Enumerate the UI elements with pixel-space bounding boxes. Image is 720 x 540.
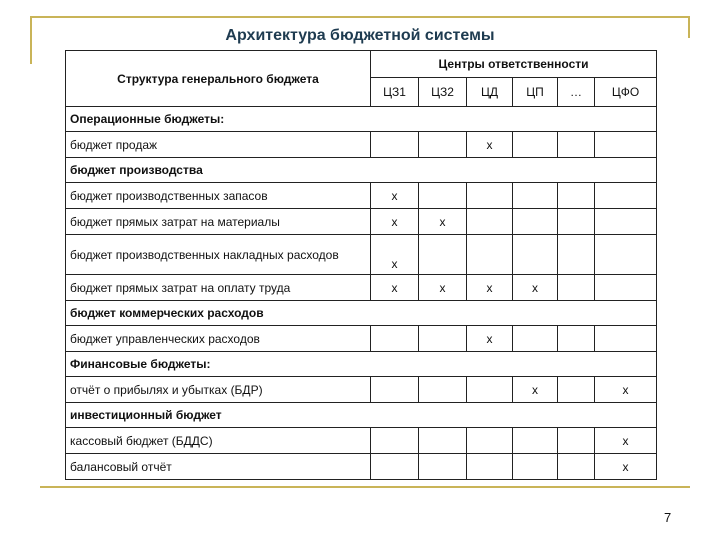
responsibility-mark xyxy=(467,454,513,480)
responsibility-mark xyxy=(595,132,657,158)
responsibility-mark xyxy=(419,377,467,403)
responsibility-centers-header: Центры ответственности xyxy=(371,51,657,78)
responsibility-mark: x xyxy=(595,377,657,403)
table-row xyxy=(66,428,657,454)
responsibility-mark xyxy=(513,326,558,352)
responsibility-mark: x xyxy=(371,209,419,235)
responsibility-mark xyxy=(558,275,595,301)
budget-label: бюджет производственных накладных расходов xyxy=(66,235,371,275)
table-row xyxy=(66,454,657,480)
responsibility-mark xyxy=(558,428,595,454)
responsibility-mark xyxy=(513,183,558,209)
slide-title: Архитектура бюджетной системы xyxy=(225,27,495,44)
budget-label: бюджет прямых затрат на материалы xyxy=(66,209,371,235)
responsibility-mark xyxy=(419,235,467,275)
responsibility-mark xyxy=(558,326,595,352)
budget-label: бюджет прямых затрат на оплату труда xyxy=(66,275,371,301)
responsibility-mark xyxy=(558,377,595,403)
responsibility-mark xyxy=(371,132,419,158)
table-row xyxy=(66,132,657,158)
responsibility-mark xyxy=(371,454,419,480)
responsibility-mark xyxy=(595,235,657,275)
table-section-row xyxy=(66,403,657,428)
responsibility-mark: x xyxy=(371,183,419,209)
table-section-row xyxy=(66,352,657,377)
section-label: Финансовые бюджеты: xyxy=(66,352,657,377)
table-section-row xyxy=(66,301,657,326)
table-row xyxy=(66,275,657,301)
table-corner-label: Структура генерального бюджета xyxy=(66,51,371,107)
responsibility-mark xyxy=(371,377,419,403)
column-header-ellipsis: … xyxy=(558,78,595,107)
responsibility-mark: x xyxy=(419,275,467,301)
responsibility-mark xyxy=(558,235,595,275)
responsibility-mark: x xyxy=(467,132,513,158)
responsibility-mark: x xyxy=(419,209,467,235)
responsibility-mark xyxy=(558,132,595,158)
table-section-row xyxy=(66,158,657,183)
responsibility-mark xyxy=(419,326,467,352)
responsibility-mark: x xyxy=(513,377,558,403)
responsibility-mark xyxy=(595,183,657,209)
decorative-frame-top xyxy=(30,16,690,18)
responsibility-mark xyxy=(558,209,595,235)
table-row xyxy=(66,377,657,403)
section-label: бюджет коммерческих расходов xyxy=(66,301,657,326)
table-row xyxy=(66,209,657,235)
responsibility-mark xyxy=(371,326,419,352)
table-section-row xyxy=(66,107,657,132)
budget-label: балансовый отчёт xyxy=(66,454,371,480)
column-header-cd: ЦД xyxy=(467,78,513,107)
responsibility-mark: x xyxy=(467,326,513,352)
budget-label: бюджет управленческих расходов xyxy=(66,326,371,352)
responsibility-mark xyxy=(595,209,657,235)
responsibility-mark xyxy=(419,454,467,480)
responsibility-mark: x xyxy=(371,235,419,275)
responsibility-mark: x xyxy=(513,275,558,301)
section-label: бюджет производства xyxy=(66,158,657,183)
responsibility-mark xyxy=(419,183,467,209)
budget-label: бюджет производственных запасов xyxy=(66,183,371,209)
budget-architecture-table xyxy=(65,50,657,480)
table-row xyxy=(66,326,657,352)
responsibility-mark xyxy=(467,235,513,275)
decorative-frame-bottom xyxy=(40,486,690,488)
responsibility-mark xyxy=(558,454,595,480)
responsibility-mark: x xyxy=(595,454,657,480)
responsibility-mark xyxy=(467,428,513,454)
section-label: инвестиционный бюджет xyxy=(66,403,657,428)
budget-label: кассовый бюджет (БДДС) xyxy=(66,428,371,454)
table-row xyxy=(66,235,657,275)
column-header-cp: ЦП xyxy=(513,78,558,107)
column-header-cz1: ЦЗ1 xyxy=(371,78,419,107)
responsibility-mark xyxy=(513,209,558,235)
budget-label: бюджет продаж xyxy=(66,132,371,158)
budget-table-body xyxy=(66,107,657,480)
responsibility-mark xyxy=(595,275,657,301)
responsibility-mark xyxy=(419,428,467,454)
budget-label: отчёт о прибылях и убытках (БДР) xyxy=(66,377,371,403)
responsibility-mark: x xyxy=(467,275,513,301)
column-header-cfo: ЦФО xyxy=(595,78,657,107)
responsibility-mark xyxy=(513,235,558,275)
responsibility-mark xyxy=(467,377,513,403)
responsibility-mark: x xyxy=(371,275,419,301)
responsibility-mark xyxy=(371,428,419,454)
responsibility-mark: x xyxy=(595,428,657,454)
responsibility-mark xyxy=(558,183,595,209)
responsibility-mark xyxy=(419,132,467,158)
responsibility-mark xyxy=(513,132,558,158)
responsibility-mark xyxy=(513,428,558,454)
responsibility-mark xyxy=(595,326,657,352)
responsibility-mark xyxy=(467,209,513,235)
table-row xyxy=(66,183,657,209)
responsibility-mark xyxy=(467,183,513,209)
page-number: 7 xyxy=(664,510,672,525)
section-label: Операционные бюджеты: xyxy=(66,107,657,132)
responsibility-mark xyxy=(513,454,558,480)
column-header-cz2: ЦЗ2 xyxy=(419,78,467,107)
